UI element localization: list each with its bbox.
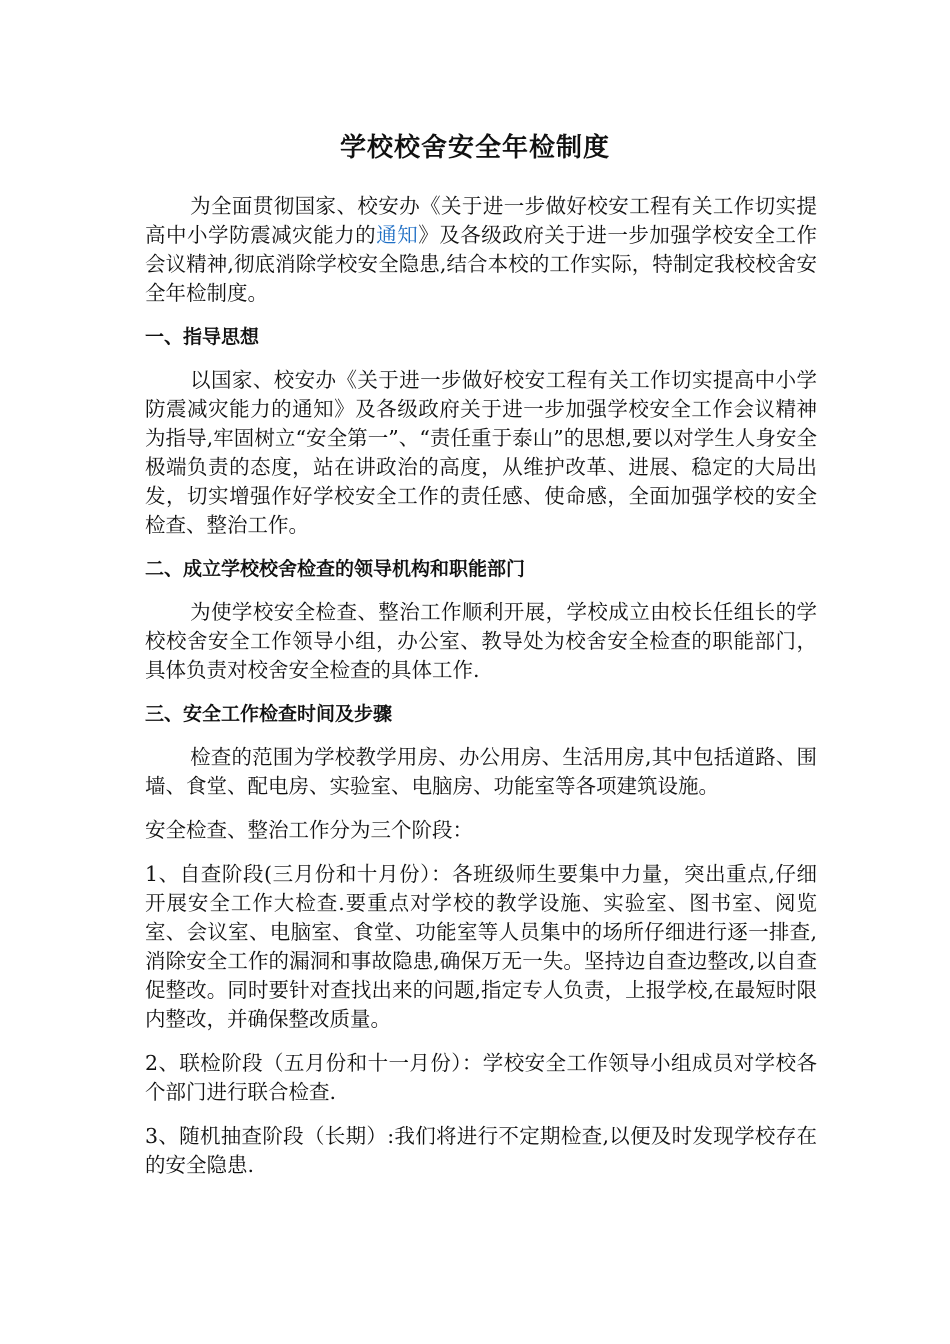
stage-random-inspection: 3、随机抽查阶段（长期）:我们将进行不定期检查,以便及时发现学校存在的安全隐患. <box>145 1124 817 1177</box>
section-heading-leadership: 二、成立学校校舍检查的领导机构和职能部门 <box>145 558 526 580</box>
notice-link[interactable]: 通知 <box>376 223 419 247</box>
intro-paragraph <box>145 192 817 308</box>
document-body <box>145 192 817 1195</box>
section-paragraph-guiding-ideology: 以国家、校安办《关于进一步做好校安工程有关工作切实提高中小学防震减灾能力的通知》及各级政府关于进一步加强学校安全工作会议精神为指导,牢固树立“安全第一”、“责任重于泰山”的思想,要以对学生人身安全极端负责的态度，站在讲政治的高度，从维护改革、进展、稳定的大局出发，切实增强作好学校安全工作的责任感、使命感，全面加强学校的安全检查、整治工作。 <box>145 368 817 537</box>
stage-self-inspection: 1、自查阶段(三月份和十月份）：各班级师生要集中力量，突出重点,仔细开展安全工作大检查.要重点对学校的教学设施、实验室、图书室、阅览室、会议室、电脑室、食堂、功能室等人员集中的场所仔细进行逐一排查,消除安全工作的漏洞和事故隐患,确保万无一失。坚持边自查边整改,以自查促整改。同时要针对查找出来的问题,指定专人负责，上报学校,在最短时限内整改，并确保整改质量。 <box>145 862 817 1031</box>
section-paragraph-inspection-scope: 检查的范围为学校教学用房、办公用房、生活用房,其中包括道路、围墙、食堂、配电房、实验室、电脑房、功能室等各项建筑设施。 <box>145 745 817 798</box>
section-heading-guiding-ideology: 一、指导思想 <box>145 326 260 348</box>
intro-text-after-link: 》及各级政府关于进一步加强学校安全工作会议精神,彻底消除学校安全隐患,结合本校的工作实际，特制定我校校舍安全年检制度。 <box>145 223 818 305</box>
document-title: 学校校舍安全年检制度 <box>339 133 610 163</box>
section-paragraph-leadership: 为使学校安全检查、整治工作顺利开展，学校成立由校长任组长的学校校舍安全工作领导小组，办公室、教导处为校舍安全检查的职能部门，具体负责对校舍安全检查的具体工作. <box>145 600 817 682</box>
stages-intro: 安全检查、整治工作分为三个阶段： <box>145 818 473 842</box>
section-heading-inspection-schedule: 三、安全工作检查时间及步骤 <box>145 703 393 725</box>
stage-joint-inspection: 2、联检阶段（五月份和十一月份）：学校安全工作领导小组成员对学校各个部门进行联合检查. <box>145 1051 817 1104</box>
intro-text-before-link: 为全面贯彻国家、校安办《关于进一步做好校安工程有关工作切实提高中小学防震减灾能力的 <box>145 194 817 247</box>
